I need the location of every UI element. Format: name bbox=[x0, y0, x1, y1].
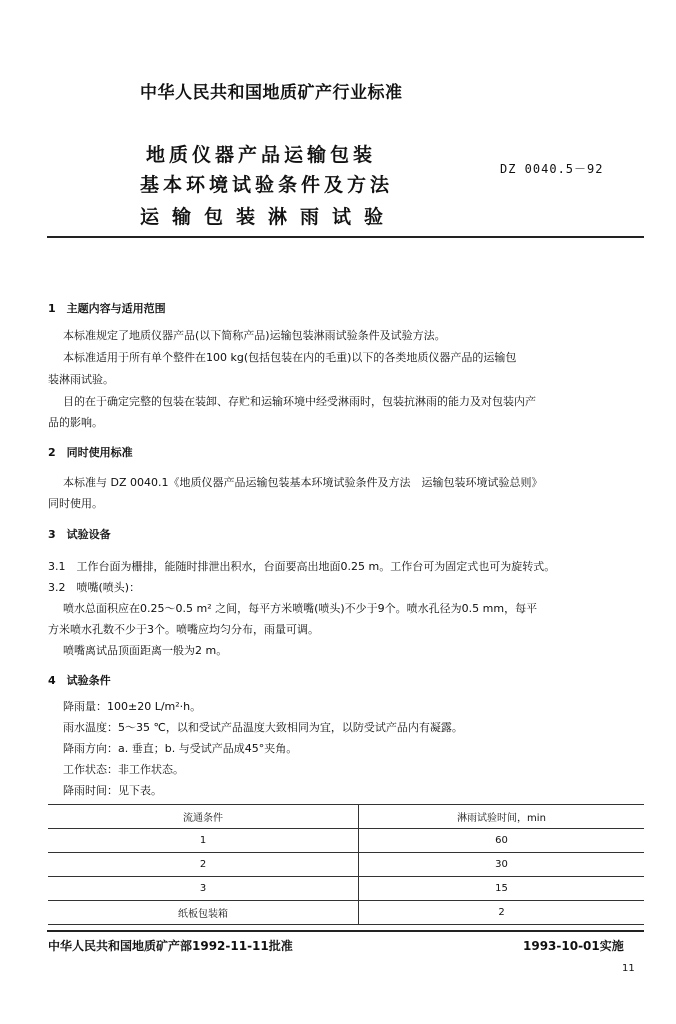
approval-line: 中华人民共和国地质矿产部1992-11-11批准 bbox=[48, 939, 293, 953]
condition-water-temperature: 雨水温度：5～35 ℃，以和受试产品温度大致相同为宜，以防受试产品内有凝露。 bbox=[63, 721, 463, 734]
table-header-duration: 淋雨试验时间，min bbox=[359, 805, 645, 829]
table-row bbox=[48, 853, 644, 877]
table-cell-condition: 2 bbox=[48, 853, 359, 877]
condition-rainfall: 降雨量：100±20 L/m²·h。 bbox=[63, 700, 202, 713]
table-row bbox=[48, 901, 644, 925]
title-line-1: 地质仪器产品运输包装 bbox=[146, 144, 377, 166]
header-rule bbox=[47, 236, 644, 238]
table-cell-condition: 1 bbox=[48, 829, 359, 853]
table-row bbox=[48, 829, 644, 853]
table-cell-condition: 纸板包装箱 bbox=[48, 901, 359, 925]
section-1-paragraph-2-line-2: 装淋雨试验。 bbox=[48, 373, 114, 386]
rain-duration-table bbox=[48, 804, 644, 925]
title-line-3: 运输包装淋雨试验 bbox=[140, 206, 397, 228]
table-header-row bbox=[48, 805, 644, 829]
table-header-condition: 流通条件 bbox=[48, 805, 359, 829]
table-cell-condition: 3 bbox=[48, 877, 359, 901]
table-cell-duration: 60 bbox=[359, 829, 645, 853]
table-cell-duration: 2 bbox=[359, 901, 645, 925]
section-1-paragraph-2-line-1: 本标准适用于所有单个整件在100 kg(包括包装在内的毛重)以下的各类地质仪器产品的运输包 bbox=[63, 351, 517, 364]
section-1-heading: 1 主题内容与适用范围 bbox=[48, 302, 166, 315]
section-2-paragraph-line-1: 本标准与 DZ 0040.1《地质仪器产品运输包装基本环境试验条件及方法 运输包装环境试验总则》 bbox=[63, 476, 543, 489]
section-1-paragraph-3-line-1: 目的在于确定完整的包装在装卸、存贮和运输环境中经受淋雨时，包装抗淋雨的能力及对包装内产 bbox=[63, 395, 536, 408]
footer-rule bbox=[47, 930, 644, 932]
section-4-heading: 4 试验条件 bbox=[48, 674, 111, 687]
table-cell-duration: 15 bbox=[359, 877, 645, 901]
table-row bbox=[48, 877, 644, 901]
issuing-org-title: 中华人民共和国地质矿产行业标准 bbox=[140, 83, 403, 103]
section-2-paragraph-line-2: 同时使用。 bbox=[48, 497, 103, 510]
table-cell-duration: 30 bbox=[359, 853, 645, 877]
clause-3-2-paragraph-3: 喷嘴离试品顶面距离一般为2 m。 bbox=[63, 644, 228, 657]
clause-3-2-paragraph-2: 方米喷水孔数不少于3个。喷嘴应均匀分布，雨量可调。 bbox=[48, 623, 319, 636]
section-1-paragraph-3-line-2: 品的影响。 bbox=[48, 416, 103, 429]
condition-rain-duration: 降雨时间：见下表。 bbox=[63, 784, 162, 797]
implementation-date: 1993-10-01实施 bbox=[523, 939, 624, 953]
section-3-heading: 3 试验设备 bbox=[48, 528, 111, 541]
section-2-heading: 2 同时使用标准 bbox=[48, 446, 133, 459]
clause-3-1: 3.1 工作台面为栅排，能随时排泄出积水，台面要高出地面0.25 m。工作台可为固定式也可为旋转式。 bbox=[48, 560, 556, 573]
condition-working-state: 工作状态：非工作状态。 bbox=[63, 763, 184, 776]
page-number: 11 bbox=[622, 963, 635, 974]
title-line-2: 基本环境试验条件及方法 bbox=[140, 174, 394, 196]
standard-number: DZ 0040.5－92 bbox=[500, 162, 604, 176]
condition-rain-direction: 降雨方向：a. 垂直；b. 与受试产品成45°夹角。 bbox=[63, 742, 298, 755]
clause-3-2: 3.2 喷嘴(喷头)： bbox=[48, 581, 141, 594]
clause-3-2-paragraph-1: 喷水总面积应在0.25～0.5 m² 之间，每平方米喷嘴(喷头)不少于9个。喷水孔径为0.5 mm，每平 bbox=[63, 602, 538, 615]
section-1-paragraph-1: 本标准规定了地质仪器产品(以下简称产品)运输包装淋雨试验条件及试验方法。 bbox=[63, 329, 446, 342]
